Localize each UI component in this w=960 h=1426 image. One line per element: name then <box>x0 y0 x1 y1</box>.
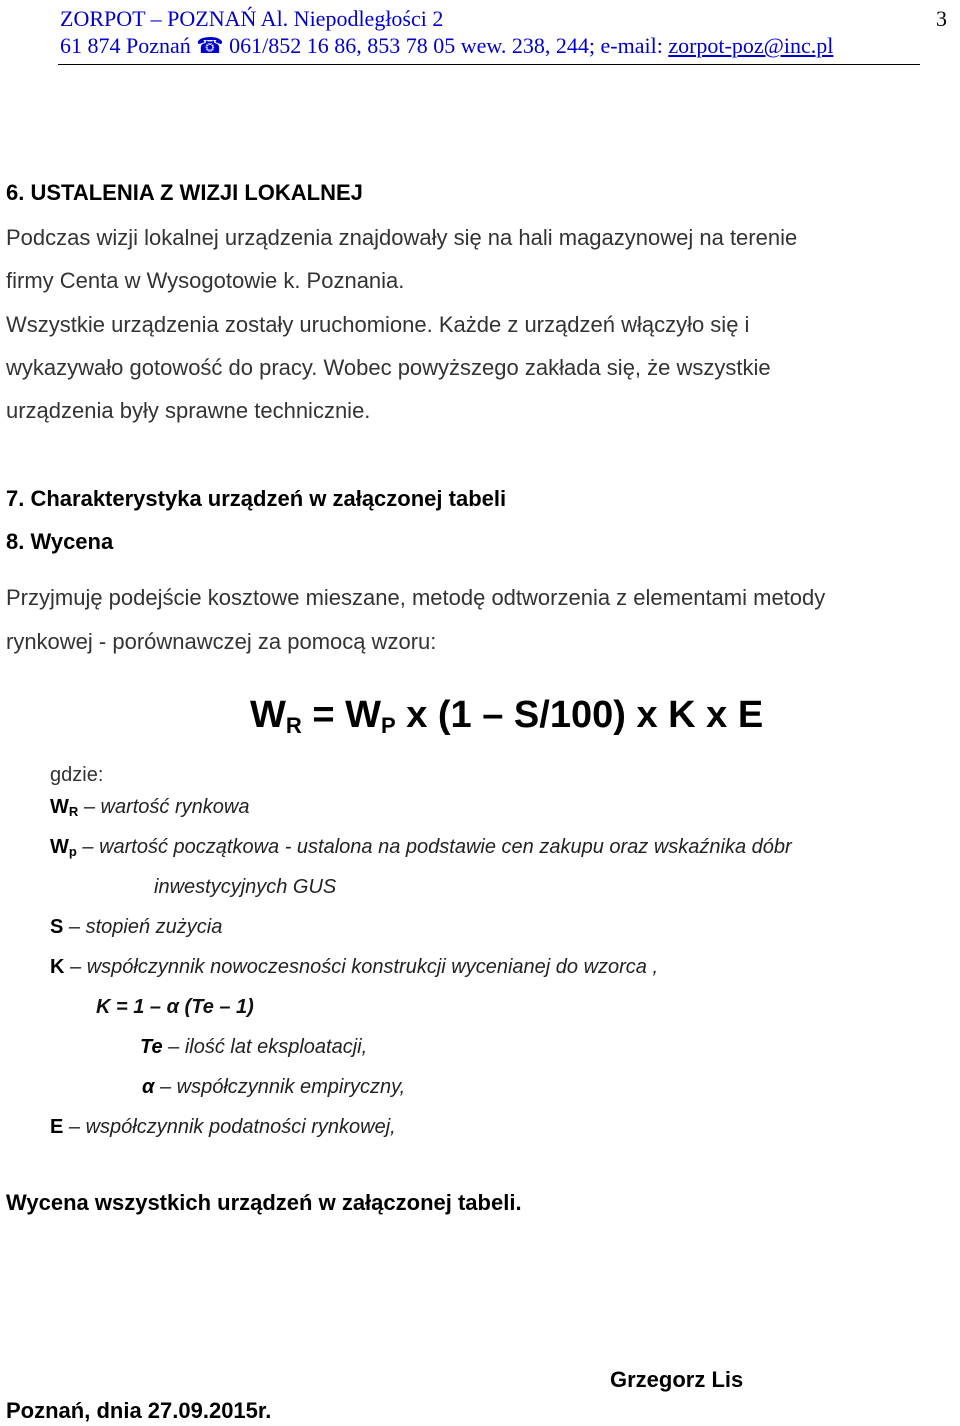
legend-te: Te – ilość lat eksploatacji, <box>140 1036 368 1058</box>
section-6-line: Wszystkie urządzenia zostały uruchomione. Każde z urządzeń włączyło się i <box>6 312 750 337</box>
letterhead-phones: 061/852 16 86, 853 78 05 wew. 238, 244; e-mail: <box>223 33 669 58</box>
section-7-heading: 7. Charakterystyka urządzeń w załączonej tabeli <box>6 486 507 511</box>
phone-icon: ☎ <box>196 33 224 58</box>
letterhead-company: ZORPOT – POZNAŃ Al. Niepodległości 2 <box>60 6 444 31</box>
place-and-date: Poznań, dnia 27.09.2015r. <box>6 1398 272 1423</box>
letterhead-address: 61 874 Poznań <box>60 33 197 58</box>
section-8-line: Przyjmuję podejście kosztowe mieszane, metodę odtworzenia z elementami metody <box>6 585 826 610</box>
legend-alpha: α – współczynnik empiryczny, <box>142 1076 406 1098</box>
section-6-line: Podczas wizji lokalnej urządzenia znajdowały się na hali magazynowej na terenie <box>6 225 798 250</box>
section-6-line: urządzenia były sprawne technicznie. <box>6 398 371 423</box>
section-6-heading: 6. USTALENIA Z WIZJI LOKALNEJ <box>6 180 363 205</box>
legend-wp: $W_p$ – wartość początkowa - ustalona na podstawie cen zakupu oraz wskaźnika dóbr <box>50 836 792 859</box>
legend-k: K – współczynnik nowoczesności konstrukcji wycenianej do wzorca , <box>50 956 659 978</box>
section-8-line: rynkowej - porównawczej za pomocą wzoru: <box>6 629 437 654</box>
section-6-line: wykazywało gotowość do pracy. Wobec powyższego zakłada się, że wszystkie <box>6 355 771 380</box>
valuation-formula: $W_R = W_P$ x (1 – S/100) x K x E <box>250 694 764 738</box>
legend-wr: $W_R$ – wartość rynkowa <box>50 796 250 819</box>
legend-e: E – współczynnik podatności rynkowej, <box>50 1116 396 1138</box>
closing-statement: Wycena wszystkich urządzeń w załączonej tabeli. <box>6 1190 522 1215</box>
section-6-line: firmy Centa w Wysogotowie k. Poznania. <box>6 268 405 293</box>
legend-k-formula: K = 1 – α (Te – 1) <box>96 996 254 1018</box>
legend-s: S – stopień zużycia <box>50 916 223 938</box>
signature-name: Grzegorz Lis <box>610 1367 744 1392</box>
letterhead-contact <box>60 33 833 59</box>
page-number: 3 <box>936 6 947 31</box>
legend-intro: gdzie: <box>50 764 104 786</box>
email-link[interactable]: zorpot-poz@inc.pl <box>668 33 834 58</box>
header-divider <box>58 64 920 65</box>
section-8-heading: 8. Wycena <box>6 529 114 554</box>
legend-wp-continued: inwestycyjnych GUS <box>154 876 337 898</box>
